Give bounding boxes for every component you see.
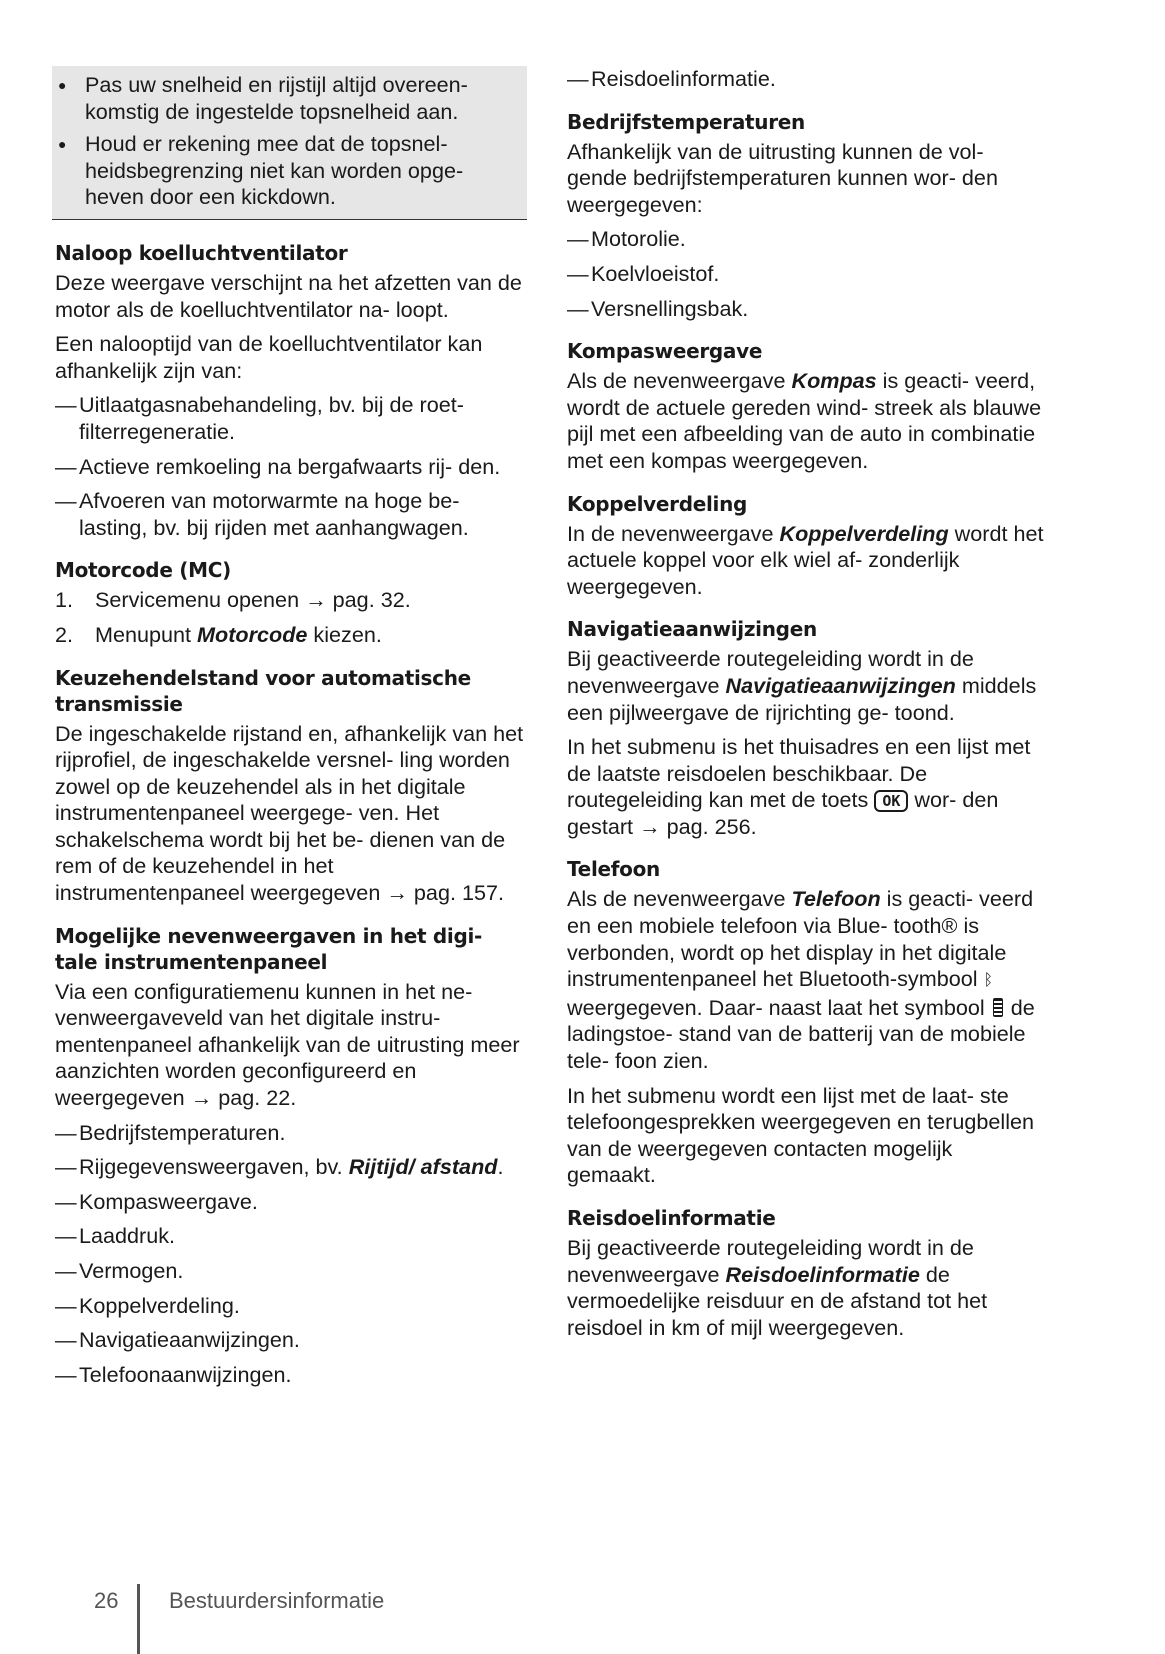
list-item: — Versnellingsbak. — [567, 295, 749, 321]
section-heading: Motorcode (MC) — [55, 558, 231, 583]
paragraph: Bij geactiveerde routegeleiding wordt in de nevenweergave Navigatieaanwijzingen middels een pijlweergave de rijrichting ge- toond. — [567, 646, 1037, 725]
dash-icon: — — [567, 66, 589, 91]
dash-icon: — — [55, 1258, 77, 1283]
paragraph: Via een configuratiemenu kunnen in het ne- venweergaveveld van het digitale instru- mentenpaneel afhankelijk van de uitrusting meer aanzichten worden geconfigureerd en weergegeven → pag. 22. — [55, 978, 520, 1111]
section-heading: Mogelijke nevenweergaven in het digi- tale instrumentenpaneel — [55, 923, 483, 974]
list-item: ● Houd er rekening mee dat de topsnel- heidsbegrenzing niet kan worden opge- heven door een kickdown. — [58, 131, 464, 210]
bullet-icon: ● — [58, 77, 67, 93]
paragraph: In het submenu wordt een lijst met de laat- ste telefoongesprekken weergegeven en terugbellen van de weergegeven contacten mogelijk gemaakt. — [567, 1082, 1035, 1188]
paragraph: Als de nevenweergave Telefoon is geacti- veerd en een mobiele telefoon via Blue- tooth® is verbonden, wordt op het display in het digitale instrumentenpaneel het Bluetooth-symbool ᛒ weergegeven. Daar- naast laat het symbool de ladingstoe- stand van de batterij van de mobiele tele- foon zien. — [567, 886, 1035, 1074]
dash-icon: — — [567, 260, 589, 286]
battery-icon — [993, 998, 1003, 1017]
section-heading: Keuzehendelstand voor automatische transmissie — [55, 665, 471, 716]
list-item: — Rijgegevensweergaven, bv. Rijtijd/ afstand. — [55, 1154, 504, 1180]
dash-icon: — — [55, 488, 77, 514]
section-heading: Koppelverdeling — [567, 491, 748, 516]
list-item: — Telefoonaanwijzingen. — [55, 1361, 292, 1387]
dash-icon: — — [567, 226, 589, 252]
ok-key-icon: OK — [874, 790, 908, 812]
section-heading: Bedrijfstemperaturen — [567, 109, 805, 134]
paragraph: Afhankelijk van de uitrusting kunnen de vol- gende bedrijfstemperaturen kunnen wor- den weergegeven: — [567, 138, 998, 217]
paragraph: Een nalooptijd van de koelluchtventilator kan afhankelijk zijn van: — [55, 331, 483, 383]
list-item: — Motorolie. — [567, 226, 686, 252]
section-heading: Naloop koelluchtventilator — [55, 240, 348, 265]
dash-icon: — — [55, 1154, 77, 1180]
right-column — [567, 66, 1047, 1349]
dash-icon: — — [55, 1292, 77, 1318]
section-heading: Navigatieaanwijzingen — [567, 617, 817, 642]
dash-icon: — — [55, 1223, 77, 1249]
step-item: 2. Menupunt Motorcode kiezen. — [55, 621, 382, 647]
list-item: — Navigatieaanwijzingen. — [55, 1327, 300, 1353]
list-item: — Kompasweergave. — [55, 1188, 258, 1214]
list-item: — Uitlaatgasnabehandeling, bv. bij de roet- filterregeneratie. — [55, 392, 464, 444]
paragraph: In het submenu is het thuisadres en een lijst met de laatste reisdoelen beschikbaar. De routegeleiding kan met de toets OK wor- den gestart → pag. 256. — [567, 734, 1031, 839]
list-item: — Koelvloeistof. — [567, 260, 720, 286]
left-column — [55, 66, 527, 1396]
paragraph: Bij geactiveerde routegeleiding wordt in de nevenweergave Reisdoelinformatie de vermoedelijke reisduur en de afstand tot het reisdoel in km of mijl weergegeven. — [567, 1235, 988, 1340]
dash-icon: — — [55, 392, 77, 418]
paragraph: Als de nevenweergave Kompas is geacti- veerd, wordt de actuele gereden wind- streek als blauwe pijl met een afbeelding van de auto in combinatie met een kompas weergegeven. — [567, 368, 1042, 473]
page-footer — [0, 1588, 1165, 1653]
dash-icon: — — [55, 1327, 77, 1353]
list-item: — Koppelverdeling. — [55, 1292, 240, 1318]
bullet-icon: ● — [58, 136, 67, 153]
section-heading: Reisdoelinformatie — [567, 1206, 776, 1230]
section-title: Bestuurdersinformatie — [169, 1588, 385, 1613]
dash-icon: — — [567, 295, 589, 321]
dash-icon: — — [55, 1119, 77, 1145]
page-number: 26 — [94, 1588, 119, 1613]
paragraph: Deze weergave verschijnt na het afzetten van de motor als de koelluchtventilator na- loopt. — [55, 269, 522, 322]
list-item: — Laaddruk. — [55, 1223, 176, 1249]
list-item: — Vermogen. — [55, 1258, 184, 1283]
list-item: — Afvoeren van motorwarmte na hoge be- lasting, bv. bij rijden met aanhangwagen. — [55, 488, 469, 540]
dash-icon: — — [55, 1361, 77, 1387]
step-item: 1. Servicemenu openen → pag. 32. — [55, 587, 411, 613]
list-item: ● Pas uw snelheid en rijstijl altijd overeen- komstig de ingestelde topsnelheid aan. — [58, 72, 468, 124]
dash-icon: — — [55, 1188, 77, 1214]
dash-icon: — — [55, 453, 77, 479]
warning-box — [52, 66, 527, 220]
section-heading: Kompasweergave — [567, 339, 763, 364]
list-item: — Reisdoelinformatie. — [567, 66, 776, 91]
section-heading: Telefoon — [567, 857, 660, 882]
paragraph: In de nevenweergave Koppelverdeling wordt het actuele koppel voor elk wiel af- zonderlijk weergegeven. — [567, 520, 1044, 599]
bluetooth-icon: ᛒ — [983, 972, 994, 990]
list-item: — Actieve remkoeling na bergafwaarts rij- den. — [55, 453, 501, 479]
paragraph: De ingeschakelde rijstand en, afhankelijk van het rijprofiel, de ingeschakelde versnel- ling worden zowel op de keuzehendel als in het digitale instrumentenpaneel weergege- ven. Het schakelschema wordt bij het be- dienen van de rem of de keuzehendel in het instrumentenpaneel weergegeven → pag. 157. — [55, 720, 524, 906]
list-item: — Bedrijfstemperaturen. — [55, 1119, 286, 1145]
footer-divider — [137, 1584, 140, 1654]
